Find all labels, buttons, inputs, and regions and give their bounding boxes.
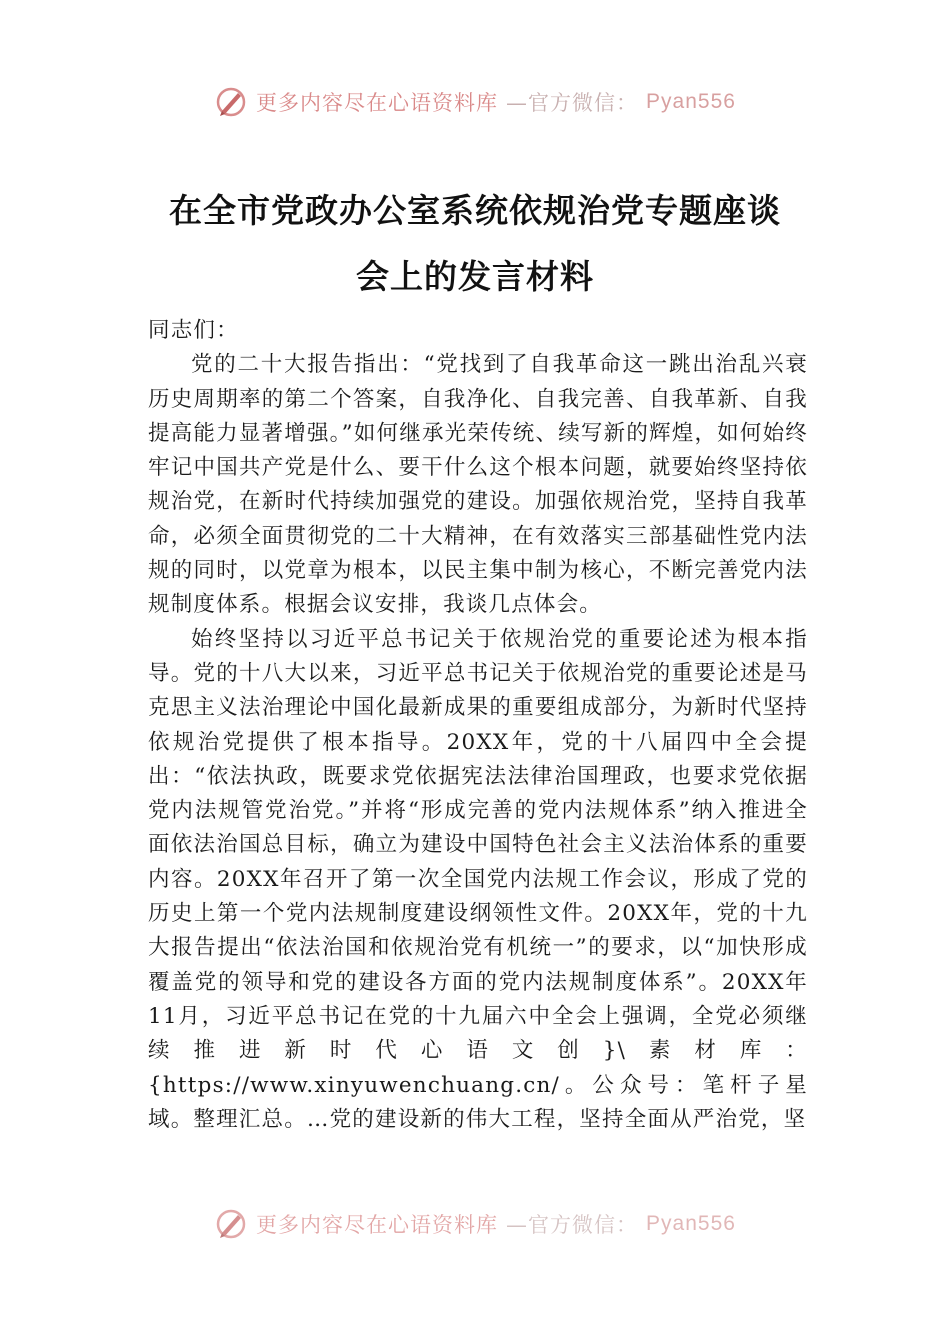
document-title-line-2: 会上的发言材料	[356, 257, 594, 296]
watermark-wechat: Pyan556	[646, 1212, 736, 1235]
watermark-contact: —官方微信：	[506, 1213, 639, 1237]
watermark-brand: 更多内容尽在心语资料库	[256, 1213, 499, 1237]
greeting: 同志们：	[148, 318, 239, 343]
paragraph-1: 党的二十大报告指出：“党找到了自我革命这一跳出治乱兴衰历史周期率的第二个答案，自我净化、自我完善、自我革新、自我提高能力显著增强。”如何继承光荣传统、续写新的辉煌，如何始终牢记中国共产党是什么、要干什么这个根本问题，就要始终坚持依规治党，在新时代持续加强党的建设。加强依规治党，坚持自我革命，必须全面贯彻党的二十大精神，在有效落实三部基础性党内法规的同时，以党章为根本，以民主集中制为核心，不断完善党内法规制度体系。根据会议安排，我谈几点体会。	[148, 352, 808, 618]
document-body	[148, 314, 808, 1137]
paragraph-2: 始终坚持以习近平总书记关于依规治党的重要论述为根本指导。党的十八大以来，习近平总书记关于依规治党的重要论述是马克思主义法治理论中国化最新成果的重要组成部分，为新时代坚持依规治党提供了根本指导。20XX年，党的十八届四中全会提出：“依法执政，既要求党依据宪法法律治国理政，也要求党依据党内法规管党治党。”并将“形成完善的党内法规体系”纳入推进全面依法治国总目标，确立为建设中国特色社会主义法治体系的重要内容。20XX年召开了第一次全国党内法规工作会议，形成了党的历史上第一个党内法规制度建设纲领性文件。20XX年，党的十九大报告提出“依法治国和依规治党有机统一”的要求，以“加快形成覆盖党的领导和党的建设各方面的党内法规制度体系”。20XX年11月，习近平总书记在党的十九届六中全会上强调，全党必须继续推进新时代心语文创}\素材库：{https://www.xinyuwenchuang.cn/。公众号：笔杆子星域。整理汇总。…党的建设新的伟大工程，坚持全面从严治党，坚	[148, 626, 808, 1132]
watermark-wechat: Pyan556	[646, 90, 736, 113]
document-title-line-1: 在全市党政办公室系统依规治党专题座谈	[169, 191, 781, 230]
pen-logo-icon	[214, 85, 248, 119]
watermark-brand: 更多内容尽在心语资料库	[256, 91, 499, 115]
watermark-contact: —官方微信：	[506, 91, 639, 115]
header-watermark	[0, 84, 950, 120]
footer-watermark	[0, 1206, 950, 1242]
pen-logo-icon	[214, 1207, 248, 1241]
